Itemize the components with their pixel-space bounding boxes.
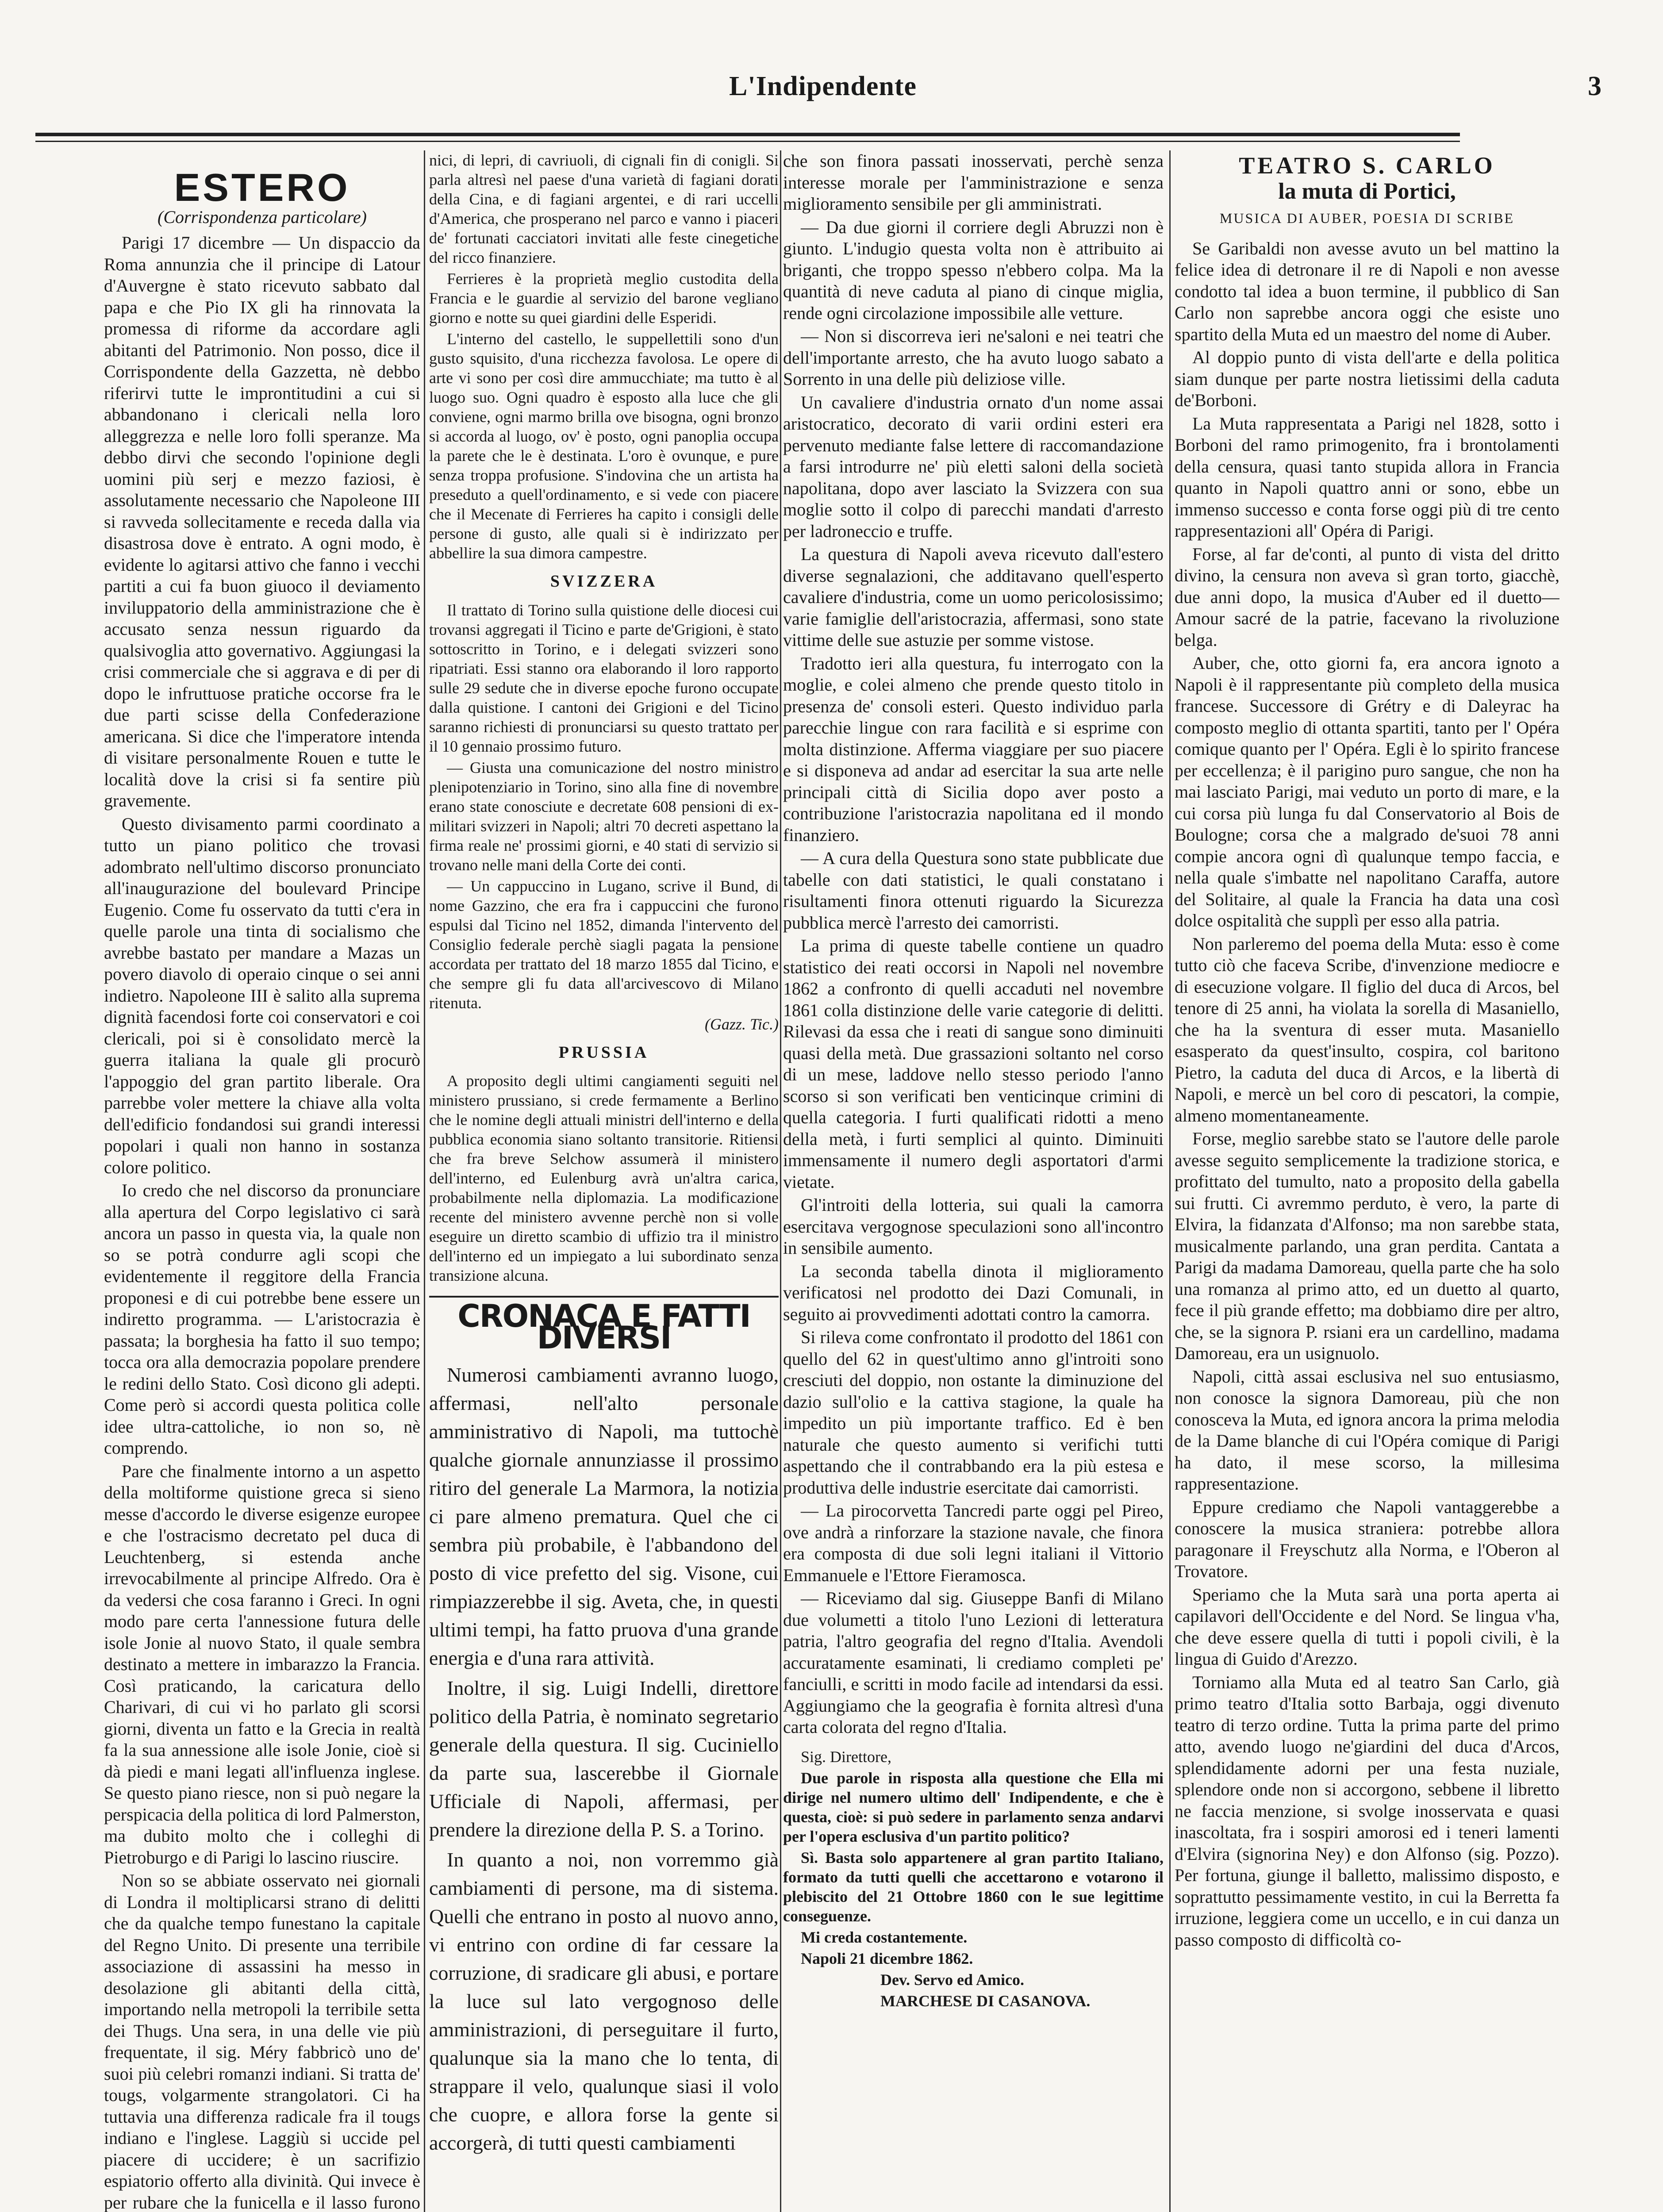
letter-signature: MARCHESE DI CASANOVA. — [880, 1992, 1091, 2010]
article-paragraph: Questo divisamento parmi coordinato a tutto un piano politico che trovasi adombrato nell'ultimo discorso pronunciato all'inaugurazione del boulevard Principe Eugenio. Come fu osservato da tutti c'era in quelle parole una tinta di socialismo che avrebbe bastato per mandare a Mazas un povero diavolo di operaio cinque o sei anni indietro. Napoleone III è salito alla suprema dignità facendosi forte coi conservatori e coi clericali, poi si è consolidato mercè la guerra italiana la quale gli procurò l'appoggio del gran partito liberale. Ora parrebbe voler mettere la chiave alla volta dell'edificio fondandosi sui grandi interessi popolari i quali non hanno in sostanza colore politico. — [104, 814, 420, 1177]
article-source: (Gazz. Tic.) — [704, 1015, 779, 1033]
article-paragraph: A proposito degli ultimi cangiamenti seguiti nel ministero prussiano, si crede fermamente a Berlino che le nomine degli attuali ministri dell'interno e della pubblica economia siano soltanto transitorie. Ritiensi che fra breve Selchow assumerà il ministero dell'interno, ed Eulenburg avrà un'altra carica, probabilmente nella diplomazia. La modificazione recente del ministero avvenne perchè non si volle eseguire un diretto scambio di uffizio tra il ministro dell'interno ed un impiegato a lui subordinato senza transizione alcuna. — [429, 1072, 779, 1284]
article-paragraph: Gl'introiti della lotteria, sui quali la camorra esercitava vergognose speculazioni sono all'incontro in sensibile aumento. — [783, 1195, 1164, 1258]
column-4 — [1175, 150, 1559, 2212]
masthead — [35, 71, 1610, 111]
article-paragraph: La questura di Napoli aveva ricevuto dall'estero diverse segnalazioni, che additavano quell'esperto cavaliere d'industria, come un uomo pericolosissimo; varie famiglie dell'aristocrazia, affermasi, sono state vittime delle sue astuzie per somme vistose. — [783, 544, 1164, 650]
letter-paragraph: Sì. Basta solo appartenere al gran partito Italiano, formato da tutti quelli che accettarono e votarono il plebiscito del 21 Ottobre 1860 con le sue legittime conseguenze. — [783, 1848, 1164, 1925]
article-paragraph: Forse, al far de'conti, al punto di vista del dritto divino, la censura non aveva sì gran torto, giacchè, due anni dopo, la musica d'Auber ed il duetto—Amour sacré de la patrie, facevano la rivoluzione belga. — [1175, 544, 1559, 650]
article-paragraph: — A cura della Questura sono state pubblicate due tabelle con dati statistici, le quali constatano i risultamenti finora ottenuti riguardo la Sicurezza pubblica mercè l'arresto dei camorristi. — [783, 848, 1164, 933]
article-paragraph: In quanto a noi, non vorremmo già cambiamenti di persone, ma di sistema. Quelli che entrano in posto al nuovo anno, vi entrino con ordine di far cessare la corruzione, di sradicare gli abusi, e portare la luce sul lato vergognoso delle amministrazioni, di perseguitare il furto, qualunque sia la mano che lo tenta, di strappare il velo, qualunque siasi il volo che cuopre, e allora forse la gente si accorgerà, di tutti questi cambiamenti — [429, 1848, 779, 2154]
article-paragraph: Eppure crediamo che Napoli vantaggerebbe a conoscere la musica straniera: potrebbe allora paragonare il Freyschutz alla Norma, e l'Oberon al Trovatore. — [1175, 1497, 1559, 1581]
letter-paragraph: Mi creda costantemente. — [801, 1928, 968, 1946]
column-2 — [429, 150, 779, 2212]
article-paragraph: Non so se abbiate osservato nei giornali di Londra il moltiplicarsi strano di delitti che da qualche tempo funestano la capitale del Regno Unito. Di presente una terribile associazione di assassini ha messo in desolazione gli abitanti della città, importando nella metropoli la terribile setta dei Thugs. Una sera, in una delle vie più frequentate, il sig. Méry fabbricò uno de' suoi più celebri romanzi indiani. Si tratta de' tougs, volgarmente strangolatori. Ci ha tuttavia una differenza radicale fra il tougs indiano e l'inglese. Laggiù si uccide pel piacere di uccidere; è un sacrifizio espiatorio offerto alla divinità. Qui invece è per rubare che la funicella e il lasso furono — [104, 1870, 420, 2212]
section-heading-cronaca: CRONACA E FATTI DIVERSI — [429, 1296, 779, 1348]
header-rule-thin — [35, 141, 1460, 142]
article-paragraph: Si rileva come confrontato il prodotto del 1861 con quello del 62 in quest'ultimo anno gl'introiti sono cresciuti del doppio, non ostante la diminuzione del dazio sull'olio e la cattiva stagione, la quale ha impedito un più importante traffico. Ed è ben naturale che questo aumento si verifichi tutti aspettando che il contrabbando era la più estesa e produttiva delle industrie esercitate dai camorristi. — [783, 1327, 1164, 1498]
article-paragraph: La seconda tabella dinota il miglioramento verificatosi nel prodotto dei Dazi Comunali, in seguito ai provvedimenti adottati contro la camorra. — [783, 1261, 1164, 1324]
column-1 — [104, 150, 420, 2212]
column-3 — [783, 150, 1164, 2212]
letter-salutation: Sig. Direttore, — [801, 1747, 891, 1766]
section-subtitle: (Corrispondenza particolare) — [157, 207, 367, 227]
article-paragraph: Numerosi cambiamenti avranno luogo, affermasi, nell'alto personale amministrativo di Napoli, ma tuttochè qualche giornale annunziasse il prossimo ritiro del generale La Marmora, la notizia ci pare almeno prematura. Quel che ci sembra più probabile, è l'abbandono del posto di vice prefetto del sig. Visone, cui rimpiazzerebbe il sig. Aveta, che, in questi ultimi tempi, ha fatto pruova d'una grande energia e d'una rara attività. — [429, 1363, 779, 1669]
article-paragraph: che son finora passati inosservati, perchè senza interesse morale per l'amministrazione e senza miglioramento sensibile per gli amministrati. — [783, 151, 1164, 214]
section-heading-prussia: PRUSSIA — [558, 1043, 649, 1062]
article-paragraph: Se Garibaldi non avesse avuto un bel mattino la felice idea di detronare il re di Napoli e non avesse condotto tal idea a buon termine, il pubblico di San Carlo non saprebbe ancora oggi che esiste uno spartito della Muta ed un maestro del nome di Auber. — [1175, 238, 1559, 344]
article-paragraph: La prima di queste tabelle contiene un quadro statistico dei reati occorsi in Napoli nel novembre 1862 a confronto di quelli accaduti nel novembre 1861 colla distinzione delle varie categorie di delitti. Rilevasi da essa che i reati di sangue sono diminuiti quasi della metà. Due grassazioni soltanto nel corso di un mese, laddove nello stesso periodo l'anno scorso si son verificati ben venticinque crimini di quella categoria. I furti qualificati ridotti a meno della metà, i furti semplici al quinto. Diminuiti immensamente il numero degli asportatori d'armi vietate. — [783, 936, 1164, 1192]
article-paragraph: Inoltre, il sig. Luigi Indelli, direttore politico della Patria, è nominato segretario generale della questura. Il sig. Cuciniello da parte sua, lascerebbe il Giornale Ufficiale di Napoli, affermasi, per prendere la direzione della P. S. a Torino. — [429, 1677, 779, 1841]
article-paragraph: Pare che finalmente intorno a un aspetto della moltiforme quistione greca si sieno messe d'accordo le diverse esigenze europee e che l'ostracismo decretato pel duca di Leuchtenberg, si estenda anche irrevocabilmente al principe Alfredo. Ora è da vedersi che cosa faranno i Greci. In ogni modo pare certa l'annessione futura delle isole Jonie al nuovo Stato, il quale sembra destinato a mettere in imbarazzo la Francia. Così praticando, la caricatura dello Charivari, di cui vi ho parlato gli scorsi giorni, diventa un fatto e la Grecia in realtà fa la sua annessione alle isole Jonie, cioè si dà piedi e mani legati all'influenza inglese. Se questo piano riesce, non si può negare la perspicacia della politica di lord Palmerston, ma dubito molto che i colleghi di Pietroburgo e di Parigi lo lascino riuscire. — [104, 1461, 420, 1867]
section-heading-estero: ESTERO — [174, 165, 350, 209]
article-paragraph: Parigi 17 dicembre — Un dispaccio da Roma annunzia che il principe di Latour d'Auvergne è stato ricevuto sabbato dal papa e che Pio IX gli ha rinnovata la promessa di riforme da accordare agli abitanti del Patrimonio. Non posso, dice il Corrispondente della Gazzetta, nè debbo riferirvi tutte le improntitudini a cui si abbandonano i clericali nella loro alleggrezza e nelle loro folli speranze. Ma debbo dirvi che secondo l'opinione degli uomini più serj e mezzo faziosi, è assolutamente necessario che Napoleone III si ravveda sollecitamente e receda dalla via disastrosa dove è entrato. A ogni modo, è evidente lo agitarsi attivo che fanno i vecchi partiti a cui fa buon giuoco il deviamento inviluppatorio della amministrazione che è accusato senza nessun riguardo da qualsivoglia atto governativo. Aggiungasi la crisi commerciale che si aggrava e di per di dopo le infruttuose pratiche occorse fra le due parti scisse della Confederazione americana. Si dice che l'imperatore intenda di visitare personalmente Rouen e tutte le località dove la crisi si fa sentire più gravemente. — [104, 233, 420, 810]
column-divider — [1169, 150, 1171, 2212]
article-paragraph: — Da due giorni il corriere degli Abruzzi non è giunto. L'indugio questa volta non è attribuito ai briganti, che troppo spesso n'ebbero colpa. Ma la quantità di neve caduta al piano di cinque miglia, rende ogni circolazione impossibile alle vetture. — [783, 217, 1164, 323]
article-paragraph: nici, di lepri, di cavriuoli, di cignali fin di conigli. Si parla altresì nel paese d'una varietà di fagiani dorati della Cina, e di fagiani argentei, e di rari uccelli d'America, che prosperano nel parco e vanno i piaceri de' fortunati cacciatori invitati alle feste cinegetiche del ricco finanziere. — [429, 151, 779, 266]
section-heading-svizzera: SVIZZERA — [550, 572, 658, 591]
article-paragraph: Torniamo alla Muta ed al teatro San Carlo, già primo teatro d'Italia sotto Barbaja, oggi divenuto teatro di terzo ordine. Tutta la prima parte del primo atto, avendo luogo ne'giardini del duca d'Arcos, splendidamente adorni per una festa nuziale, splendore onde non si accorgono, sebbene il libretto ne faccia menzione, si svolge inosservata e quasi inascoltata, fra i sospiri amorosi ed i teneri lamenti d'Elvira (signorina Ney) e don Alfonso (sig. Pozzo). Per fortuna, giunge il balletto, malissimo disposto, e soprattutto pessimamente vestito, in cui la Berretta fa irruzione, leggiera come un uccello, e in cui danza un passo composto di difficoltà co- — [1175, 1672, 1559, 1950]
letter-paragraph: Due parole in risposta alla questione che Ella mi dirige nel numero ultimo dell' Indipendente, e che è questa, cioè: si può sedere in parlamento senza andarvi per l'opera esclusiva d'un partito politico? — [783, 1769, 1164, 1845]
article-paragraph: Auber, che, otto giorni fa, era ancora ignoto a Napoli è il rappresentante più completo della musica francese. Successore di Grétry e di Daleyrac ha composto meglio di ottanta spartiti, tanto per l' Opéra comique quanto per l' Opéra. Egli è lo spirito francese per eccellenza; è il parigino puro sangue, che non ha mai lasciato Parigi, mai veduto un porto di mare, e la cui corsa più lunga fu dal Conservatorio al Bois de Boulogne; corsa che a malgrado de'suoi 78 anni compie ancora ogni dì qualunque tempo faccia, e nella quale s'imbatte nel napolitano Caraffa, autore del Solitaire, al quale la Francia ha data una così dolce ospitalità che supplì per esso alla patria. — [1175, 653, 1559, 930]
column-divider — [424, 150, 425, 2212]
article-paragraph: — Non si discorreva ieri ne'saloni e nei teatri che dell'importante arresto, che ha avuto luogo sabato a Sorrento in una delle più deliziose ville. — [783, 326, 1164, 389]
article-paragraph: — Giusta una comunicazione del nostro ministro plenipotenziario in Torino, sino alla fine di novembre erano state conosciute e decretate 608 pensioni di ex-militari svizzeri in Napoli; altri 70 decreti aspettano la firma reale ne' prossimi giorni, e 40 stati di servizio si trovano nelle mani della Corte dei conti. — [429, 758, 779, 874]
article-paragraph: La Muta rappresentata a Parigi nel 1828, sotto i Borboni del ramo primogenito, fra i brontolamenti della censura, quasi tanto stupida allora in Francia quanto in Napoli quattro anni or sono, ebbe un immenso successo e conta forse oggi più di tre cento rappresentazioni all' Opéra di Parigi. — [1175, 413, 1559, 541]
header-rule — [35, 133, 1460, 136]
article-paragraph: — Un cappuccino in Lugano, scrive il Bund, di nome Gazzino, che era fra i cappuccini che furono espulsi dal Ticino nel 1852, dimanda l'intervento del Consiglio federale perchè siagli pagata la pensione accordata per trattato del 18 marzo 1855 dal Ticino, e che sempre gli fu data all'arcivescovo di Milano ritenuta. — [429, 877, 779, 1012]
article-paragraph: Speriamo che la Muta sarà una porta aperta ai capilavori dell'Occidente e del Nord. Se lingua v'ha, che deve essere quella di tutti i popoli civili, è la lingua di Guido d'Arezzo. — [1175, 1584, 1559, 1669]
article-paragraph: Io credo che nel discorso da pronunciare alla apertura del Corpo legislativo ci sarà ancora un passo in questa via, la quale non so se potrà condurre agli scopi che evidentemente il reggitore della Francia proponesi e di cui potrebbe bene essere un indiretto programma. — L'aristocrazia è passata; la borghesia ha fatto il suo tempo; tocca ora alla democrazia popolare prendere le redini dello Stato. Così dicono gli adepti. Come però si accordi questa politica colle idee ultra-cattoliche, io non so, nè comprendo. — [104, 1180, 420, 1458]
article-paragraph: L'interno del castello, le suppellettili sono d'un gusto squisito, d'una ricchezza favolosa. Le opere di arte vi sono per così dire ammucchiate; ma tutto è al luogo suo. Ogni quadro è esposto alla luce che gli conviene, ogni marmo brilla ove bisogna, ogni bronzo si accorda al luogo, ov' è posto, ogni panoplia occupa la parete che le è destinata. L'oro è ovunque, e pure senza troppa profusione. S'indovina che un artista ha preseduto a quell'ordinamento, e si vede con piacere che il Mecenate di Ferrieres ha capito i consigli delle persone di gusto, alle quali si è indirizzato per abbellire la sua dimora campestre. — [429, 330, 779, 562]
letter-date: Napoli 21 dicembre 1862. — [801, 1949, 973, 1967]
newspaper-title: L'Indipendente — [729, 71, 917, 101]
appendix-heading-teatro: TEATRO S. CARLO — [1239, 152, 1495, 179]
article-paragraph: — Riceviamo dal sig. Giuseppe Banfi di Milano due volumetti a titolo l'uno Lezioni di letteratura patria, l'altro geografia del regno d'Italia. Avendoli accuratamente esaminati, li crediamo completi pe' fanciulli, e scritti in modo facile ad intendarsi da essi. Aggiungiamo che la geografia è fornita altresì d'una carta colorata del regno d'Italia. — [783, 1588, 1164, 1737]
article-paragraph: — La pirocorvetta Tancredi parte oggi pel Pireo, ove andrà a rinforzare la stazione navale, che finora era composta di due soli legni italiani il Vittorio Emmanuele e l'Ettore Fieramosca. — [783, 1501, 1164, 1585]
article-paragraph: Al doppio punto di vista dell'arte e della politica siam dunque per parte nostra lietissimi della caduta de'Borboni. — [1175, 347, 1559, 410]
page-number: 3 — [1588, 71, 1602, 101]
article-paragraph: Napoli, città assai esclusiva nel suo entusiasmo, non conosce la signora Damoreau, più che non conosceva la Muta, ed ignora ancora la prima melodia de la Dame blanche di cui l'Opéra comique di Parigi ha dato, il mese scorso, la millesima rappresentazione. — [1175, 1366, 1559, 1494]
letter-closing: Dev. Servo ed Amico. — [880, 1970, 1024, 1989]
article-paragraph: Tradotto ieri alla questura, fu interrogato con la moglie, e colei almeno che prende questo titolo in presenza de' consoli esteri. Questo individuo parla parecchie lingue con rara facilità e si esprime con molta distinzione. Afferma viaggiare per suo piacere e si disponeva ad andar ad esercitar la sua arte nelle principali città di Sicilia dopo aver posto a contribuzione l'aristocrazia napolitana ed il mondo finanziero. — [783, 653, 1164, 845]
column-divider — [780, 150, 781, 2212]
article-paragraph: Un cavaliere d'industria ornato d'un nome assai aristocratico, decorato di varii ordini esteri era pervenuto mediante false lettere di raccomandazione a farsi introdurre ne' più eletti saloni della società napolitana, dopo aver lasciato la Svizzera con sua moglie sotto il colpo di parecchi mandati d'arresto per ladroneccio e truffe. — [783, 392, 1164, 541]
appendix-credits: MUSICA DI AUBER, POESIA DI SCRIBE — [1219, 210, 1515, 226]
article-paragraph: Ferrieres è la proprietà meglio custodita della Francia e le guardie al servizio del barone vegliano giorno e notte su quei giardini delle Esperidi. — [429, 270, 779, 326]
article-paragraph: Forse, meglio sarebbe stato se l'autore delle parole avesse seguito semplicemente la tradizione storica, e profittato del tumulto, nato a proposito della gabella sui frutti. Ci avremmo perduto, è vero, la parte di Elvira, la fidanzata d'Alfonso; ma non sarebbe stata, musicalmente parlando, una gran perdita. Cantata a Parigi da madama Damoreau, quella parte che ha solo una romanza al primo atto, ed un duetto al quarto, fece il più grande effetto; ma dobbiamo dire per altro, che, se la signora P. rsiani era un cardellino, madama Damoreau, era un usignuolo. — [1175, 1129, 1559, 1363]
appendix-heading-opera: la muta di Portici, — [1278, 178, 1456, 204]
article-paragraph: Il trattato di Torino sulla quistione delle diocesi cui trovansi aggregati il Ticino e parte de'Grigioni, è stato sottoscritto in Torino, e i delegati svizzeri sono ripatriati. Essi stanno ora elaborando il loro rapporto sulle 29 sedute che in diverse epoche furono occupate dalla quistione. I cantoni dei Grigioni e del Ticino saranno richiesti di pronunciarsi su questo trattato per il 10 gennaio prossimo futuro. — [429, 601, 779, 755]
article-paragraph: Non parleremo del poema della Muta: esso è come tutto ciò che faceva Scribe, d'invenzione mediocre e di esecuzione volgare. Il figlio del duca di Arcos, bel tenore di 25 anni, ha violata la sorella di Masaniello, che ha la sventura di esser muta. Masaniello esasperato da quest'insulto, cospira, col baritono Pietro, la caduta del duca di Arcos, e la libertà di Napoli, e mercè un bel coro di pescatori, la compie, almeno momentaneamente. — [1175, 933, 1559, 1125]
